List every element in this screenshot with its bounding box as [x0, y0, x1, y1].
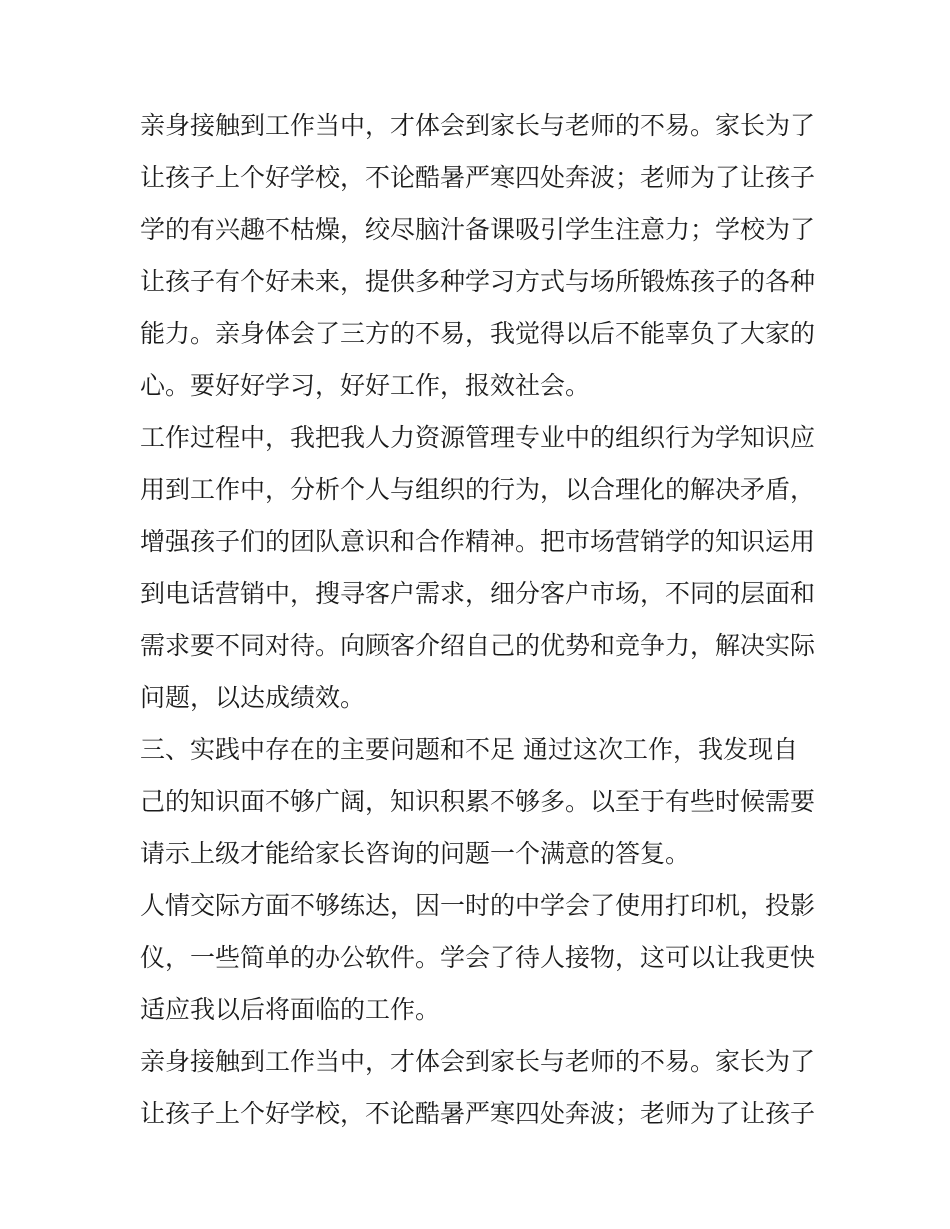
text-line: 适应我以后将面临的工作。	[140, 995, 441, 1024]
text-line: 心。要好好学习，好好工作，报效社会。	[140, 371, 591, 400]
paragraph-5	[140, 1036, 820, 1140]
text-line: 请示上级才能给家长咨询的问题一个满意的答复。	[140, 839, 691, 868]
text-line: 工作过程中，我把我人力资源管理专业中的组织行为学知识应	[140, 423, 816, 452]
document-body	[140, 100, 820, 1140]
text-line: 己的知识面不够广阔，知识积累不够多。以至于有些时候需要	[140, 787, 816, 816]
text-line: 人情交际方面不够练达，因一时的中学会了使用打印机，投影	[140, 891, 816, 920]
paragraph-2	[140, 412, 820, 724]
text-line: 仪，一些简单的办公软件。学会了待人接物，这可以让我更快	[140, 943, 816, 972]
text-line: 让孩子上个好学校，不论酷暑严寒四处奔波；老师为了让孩子	[140, 1099, 816, 1128]
text-line: 问题，以达成绩效。	[140, 683, 366, 712]
text-line: 三、实践中存在的主要问题和不足 通过这次工作，我发现自	[140, 735, 798, 764]
text-line: 需求要不同对待。向顾客介绍自己的优势和竞争力，解决实际	[140, 631, 816, 660]
text-line: 亲身接触到工作当中，才体会到家长与老师的不易。家长为了	[140, 1047, 816, 1076]
text-line: 增强孩子们的团队意识和合作精神。把市场营销学的知识运用	[140, 527, 816, 556]
text-line: 亲身接触到工作当中，才体会到家长与老师的不易。家长为了	[140, 111, 816, 140]
paragraph-4	[140, 880, 820, 1036]
paragraph-3	[140, 724, 820, 880]
text-line: 到电话营销中，搜寻客户需求，细分客户市场，不同的层面和	[140, 579, 816, 608]
text-line: 能力。亲身体会了三方的不易，我觉得以后不能辜负了大家的	[140, 319, 816, 348]
text-line: 让孩子有个好未来，提供多种学习方式与场所锻炼孩子的各种	[140, 267, 816, 296]
text-line: 用到工作中，分析个人与组织的行为，以合理化的解决矛盾，	[140, 475, 816, 504]
text-line: 让孩子上个好学校，不论酷暑严寒四处奔波；老师为了让孩子	[140, 163, 816, 192]
text-line: 学的有兴趣不枯燥，绞尽脑汁备课吸引学生注意力；学校为了	[140, 215, 816, 244]
paragraph-1	[140, 100, 820, 412]
